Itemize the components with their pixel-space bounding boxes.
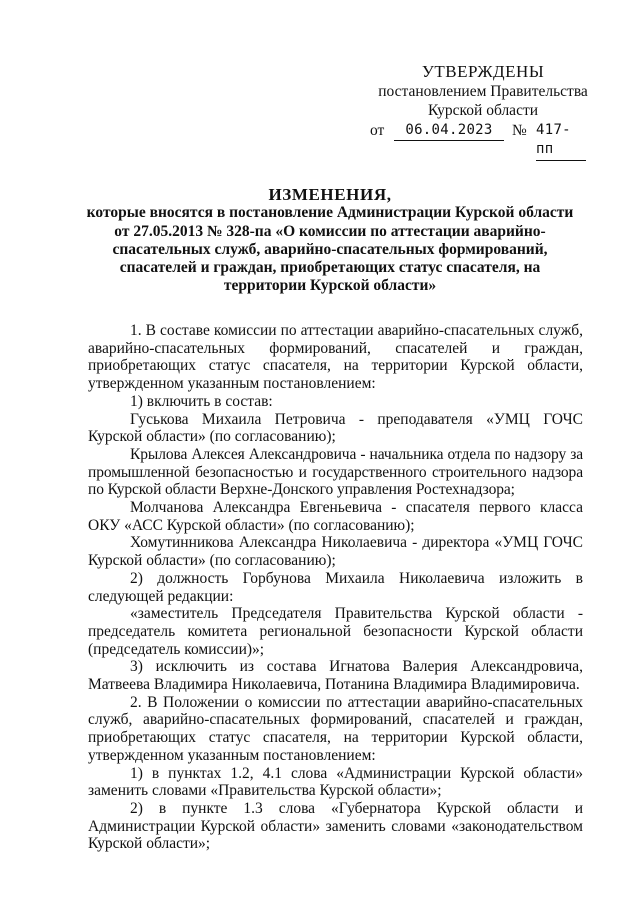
approval-date: 06.04.2023 [394,121,504,142]
paragraph: 1) включить в состав: [130,392,273,410]
paragraph: 3) исключить из состава Игнатова Валерия Александровича, Матвеева Владимира Николаевича, Потанина Владимира Владимировича. [88,658,583,694]
approval-number: 417-пп [536,121,586,161]
date-prefix: от [370,121,385,139]
title-line-5: территории Курской области» [223,277,437,295]
title-line-3: спасательных служб, аварийно-спасательных формирований, [112,240,548,258]
paragraph: 2) в пункте 1.3 слова «Губернатора Курской области и Администрации Курской области» заменить словами «законодательством Курской области»; [88,799,583,853]
document-body [88,322,583,853]
paragraph: 2) должность Горбунова Михаила Николаевича изложить в следующей редакции: [88,569,583,605]
title-line-4: спасателей и граждан, приобретающих статус спасателя, на [119,259,541,277]
title-main: ИЗМЕНЕНИЯ, [268,185,392,204]
title-line-1: которые вносятся в постановление Администрации Курской области [86,204,574,222]
paragraph: Хомутинникова Александра Николаевича - директора «УМЦ ГОЧС Курской области» (по согласованию); [88,534,583,570]
paragraph: Крылова Алексея Александровича - начальника отдела по надзору за промышленной безопасностью и государственного строительного надзора по Курской области Верхне-Донского управления Ростехнадзора; [88,445,583,499]
approval-heading: УТВЕРЖДЕНЫ [421,62,545,81]
number-prefix: № [512,121,527,139]
paragraph: Молчанова Александра Евгеньевича - спасателя первого класса ОКУ «АСС Курской области» (по согласованию); [88,499,583,534]
approval-line-1: постановлением Правительства [378,82,588,100]
paragraph: «заместитель Председателя Правительства Курской области - председатель комитета региональной безопасности Курской области (председатель комиссии)»; [88,605,583,658]
paragraph: 1) в пунктах 1.2, 4.1 слова «Администрации Курской области» заменить словами «Правительства Курской области»; [88,764,583,800]
approval-line-2: Курской области [427,102,539,119]
paragraph: 1. В составе комиссии по аттестации аварийно-спасательных служб, аварийно-спасательных формирований, спасателей и граждан, приобретающих статус спасателя, на территории Курской области, утвержденном указанным постановлением: [88,322,583,393]
approval-date-line [368,121,598,157]
paragraph: Гуськова Михаила Петровича - преподавателя «УМЦ ГОЧС Курской области» (по согласованию); [88,410,583,446]
title-line-2: от 27.05.2013 № 328-па «О комиссии по аттестации аварийно- [114,222,546,240]
approval-block [368,62,598,157]
document-title [80,186,580,296]
paragraph: 2. В Положении о комиссии по аттестации аварийно-спасательных служб, аварийно-спасательных формирований, спасателей и граждан, приобретающих статус спасателя, на территории Курской области, утвержденном указанным постановлением: [88,693,583,764]
